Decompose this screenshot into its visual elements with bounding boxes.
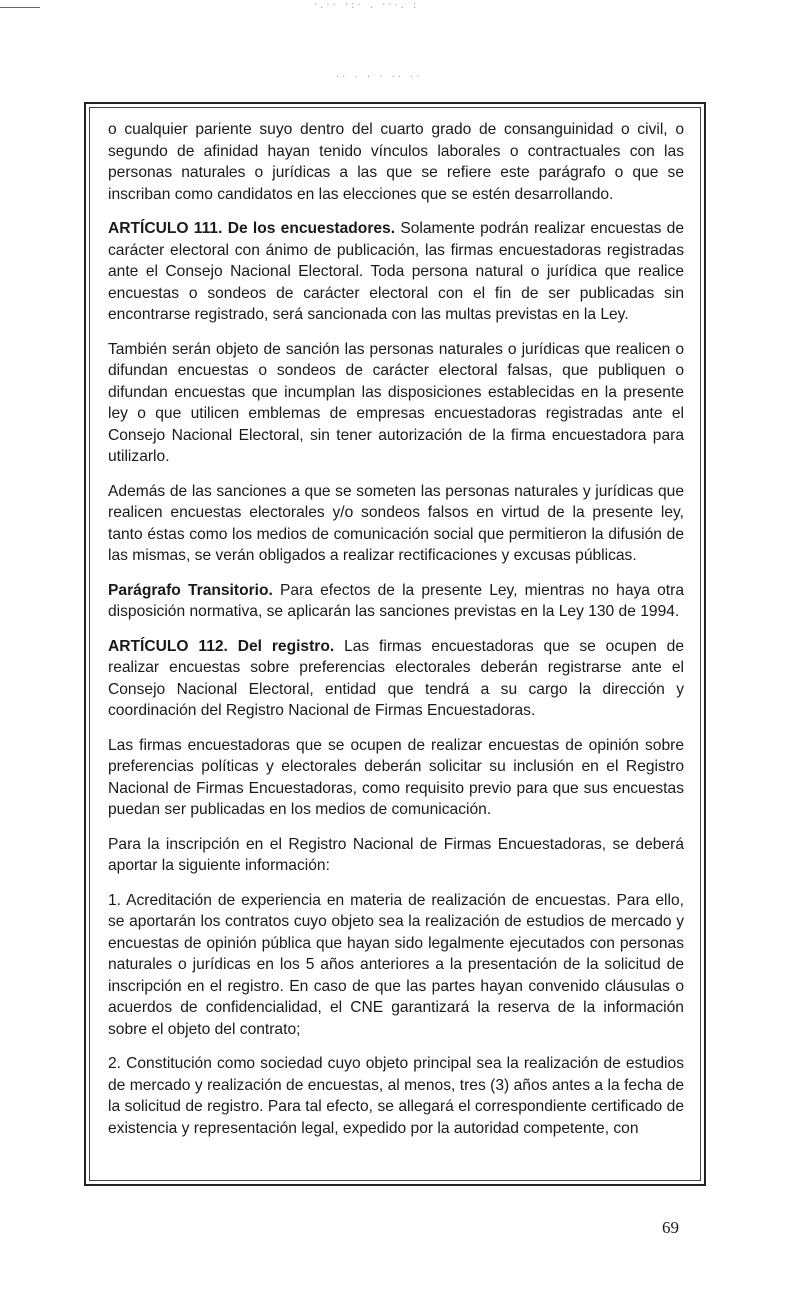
- paragraph-registry-inclusion: Las firmas encuestadoras que se ocupen de realizar encuestas de opinión sobre preferencias políticas y electorales deberán solicitar su inclusión en el Registro Nacional de Firmas Encuestadoras, como requisito previo para que sus encuestas puedan ser publicadas en los medios de comunicación.: [108, 736, 684, 818]
- scan-speckle: ·.·· ·:· . ···. :: [314, 0, 420, 11]
- paragraph-registry-requirements: Para la inscripción en el Registro Nacional de Firmas Encuestadoras, se deberá aportar la siguiente información:: [108, 835, 684, 874]
- transitory-paragraph: Parágrafo Transitorio. Para efectos de la presente Ley, mientras no haya otra disposición normativa, se aplicarán las sanciones previstas en la Ley 130 de 1994.: [108, 581, 684, 620]
- article-112: ARTÍCULO 112. Del registro. Las firmas encuestadoras que se ocupen de realizar encuestas sobre preferencias electorales deberán registrarse ante el Consejo Nacional Electoral, entidad que tendrá a su cargo la dirección y coordinación del Registro Nacional de Firmas Encuestadoras.: [108, 637, 684, 719]
- document-body: [108, 119, 684, 1152]
- article-heading: ARTÍCULO 112. Del registro.: [108, 637, 335, 655]
- paragraph-1: o cualquier pariente suyo dentro del cuarto grado de consanguinidad o civil, o segundo de afinidad hayan tenido vínculos laborales o contractuales con las personas naturales o jurídicas a las que se refiere este parágrafo o que se inscriban como candidatos en las elecciones que se estén desarrollando.: [108, 121, 684, 203]
- paragraph-additional-sanctions: Además de las sanciones a que se someten las personas naturales y jurídicas que realicen encuestas electorales y/o sondeos falsos en virtud de la presente ley, tanto éstas como los medios de comunicación social que permitieron la difusión de las mismas, se verán obligados a realizar rectificaciones y excusas públicas.: [108, 482, 684, 564]
- page-number: 69: [662, 1218, 679, 1237]
- list-item-2: 2. Constitución como sociedad cuyo objeto principal sea la realización de estudios de mercado y realización de encuestas, al menos, tres (3) años antes a la fecha de la solicitud de registro. Para tal efecto, se allegará el correspondiente certificado de existencia y representación legal, expedido por la autoridad competente, con: [108, 1055, 684, 1137]
- top-edge-line: [0, 7, 40, 8]
- list-item-1: 1. Acreditación de experiencia en materia de realización de encuestas. Para ello, se aportarán los contratos cuyo objeto sea la realización de estudios de mercado y encuestas de opinión pública que hayan sido legalmente ejecutados con personas naturales o jurídicas en los 5 años anteriores a la presentación de la solicitud de inscripción en el registro. En caso de que las partes hayan convenido cláusulas o acuerdos de confidencialidad, el CNE garantizará la reserva de la información sobre el objeto del contrato;: [108, 891, 684, 1038]
- paragraph-sanctions: También serán objeto de sanción las personas naturales o jurídicas que realicen o difundan encuestas o sondeos de carácter electoral falsas, que publiquen o difundan encuestas que incumplan las disposiciones establecidas en la presente ley o que utilicen emblemas de empresas encuestadoras registradas ante el Consejo Nacional Electoral, sin tener autorización de la firma encuestadora para utilizarlo.: [108, 340, 684, 465]
- paragraph-heading: Parágrafo Transitorio.: [108, 581, 273, 599]
- article-heading: ARTÍCULO 111. De los encuestadores.: [108, 220, 396, 237]
- article-111: ARTÍCULO 111. De los encuestadores. Solamente podrán realizar encuestas de carácter electoral con ánimo de publicación, las firmas encuestadoras registradas ante el Consejo Nacional Electoral. Toda persona natural o jurídica que realice encuestas o sondeos de carácter electoral con el fin de ser publicadas sin encontrarse registrado, será sancionada con las multas previstas en la Ley.: [108, 220, 685, 323]
- scan-speckle: ·· · · · ·· ··: [336, 72, 423, 83]
